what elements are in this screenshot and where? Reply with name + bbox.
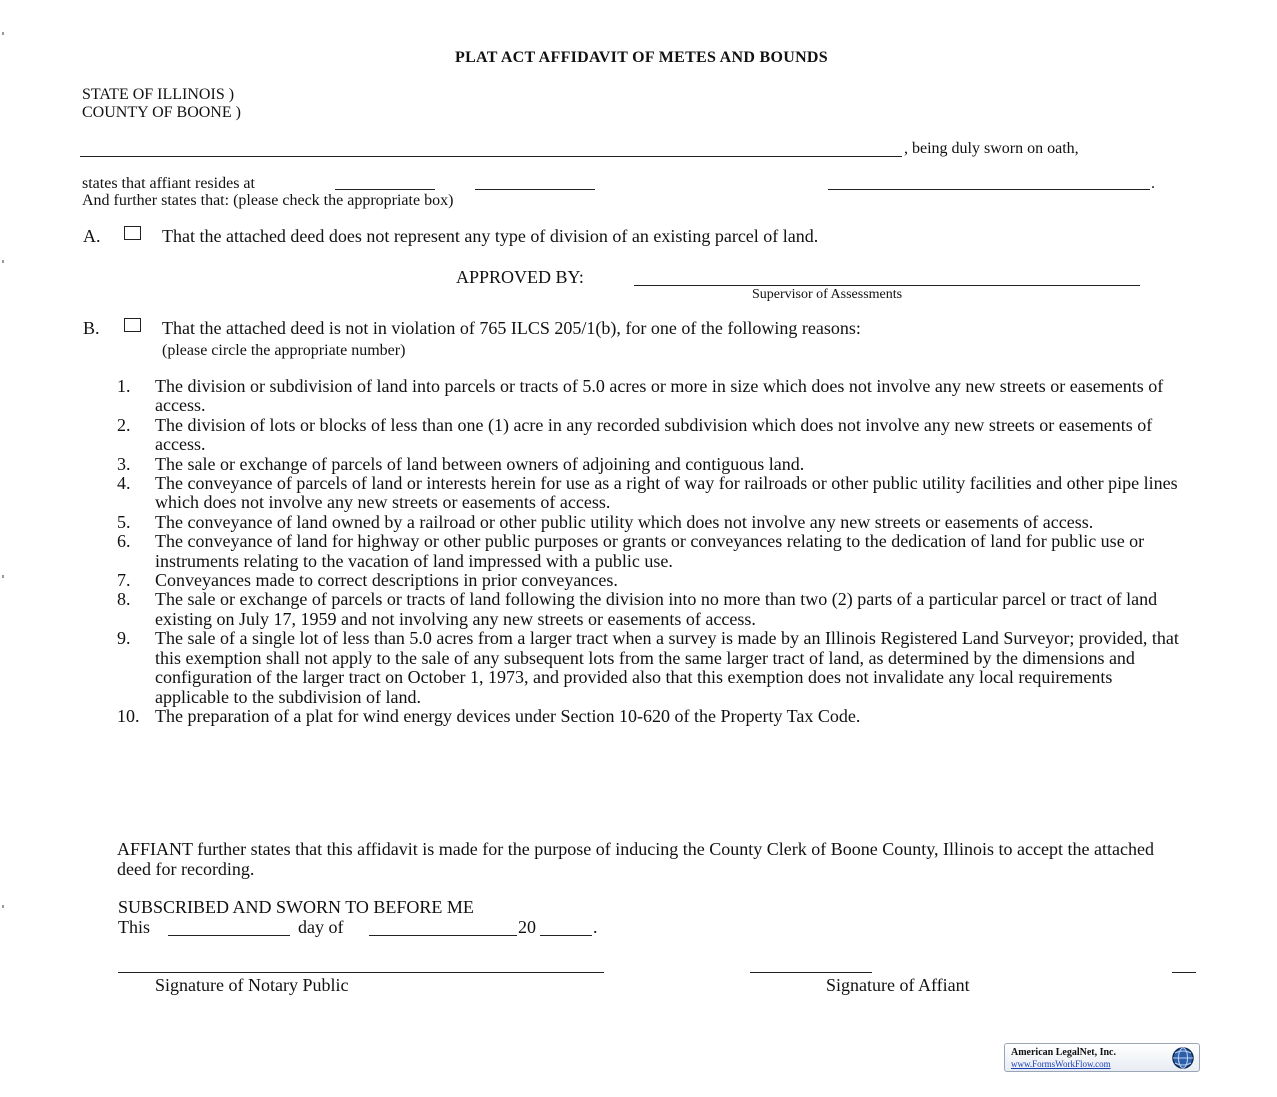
- affiant-signature-field-end: [1172, 972, 1196, 973]
- notary-signature-field[interactable]: [118, 972, 604, 973]
- reason-text: Conveyances made to correct descriptions in prior conveyances.: [155, 570, 618, 591]
- scan-mark: [2, 575, 4, 578]
- residence-field-part[interactable]: [828, 189, 1150, 190]
- month-field[interactable]: [369, 935, 517, 936]
- approver-signature-field[interactable]: [634, 285, 1140, 286]
- this-word: This: [118, 917, 151, 937]
- reason-text: The division or subdivision of land into parcels or tracts of 5.0 acres or more in size which does not involve any new streets or easements of access.: [155, 376, 1164, 416]
- reason-number: 9.: [117, 628, 131, 649]
- resides-end: .: [1151, 175, 1155, 192]
- reason-item[interactable]: [117, 513, 1187, 532]
- option-a-text: That the attached deed does not represent any type of division of an existing parcel of land.: [162, 226, 819, 246]
- resides-text: states that affiant resides at: [82, 175, 255, 192]
- reason-number: 2.: [117, 414, 131, 435]
- reason-item[interactable]: [117, 474, 1187, 513]
- logo-url-link[interactable]: www.FormsWorkFlow.com: [1011, 1059, 1111, 1069]
- residence-field-part[interactable]: [335, 189, 435, 190]
- affiant-statement: AFFIANT further states that this affidavit is made for the purpose of inducing the County Clerk of Boone County, Illinois to accept the attached deed for recording.: [117, 839, 1154, 879]
- option-b-checkbox[interactable]: [124, 318, 141, 332]
- reason-text: The conveyance of land owned by a railroad or other public utility which does not involve any new streets or easements of access.: [155, 511, 1094, 532]
- date-period: .: [593, 917, 598, 937]
- year-prefix: 20: [518, 917, 536, 937]
- reason-text: The sale or exchange of parcels of land between owners of adjoining and contiguous land.: [155, 453, 805, 474]
- reason-item[interactable]: [117, 455, 1187, 474]
- approved-by-label: APPROVED BY:: [456, 267, 584, 287]
- reason-text: The preparation of a plat for wind energy devices under Section 10-620 of the Property Tax Code.: [155, 705, 861, 726]
- affiant-caption: Signature of Affiant: [826, 975, 970, 995]
- reason-number: 10.: [117, 705, 140, 726]
- reason-number: 5.: [117, 511, 131, 532]
- document-title: PLAT ACT AFFIDAVIT OF METES AND BOUNDS: [455, 49, 828, 66]
- approver-caption: Supervisor of Assessments: [752, 287, 903, 302]
- year-field[interactable]: [540, 935, 592, 936]
- reason-text: The sale or exchange of parcels or tracts of land following the division into no more than two (2) parts of a particular parcel or tract of land existing on July 17, 1959 and not involving any new streets or easements of access.: [155, 589, 1158, 629]
- sworn-text: , being duly sworn on oath,: [904, 140, 1079, 157]
- day-of-text: day of: [298, 917, 344, 937]
- reason-number: 6.: [117, 531, 131, 552]
- scan-mark: [2, 32, 4, 35]
- logo-brand: American LegalNet, Inc.: [1011, 1047, 1116, 1058]
- reason-text: The conveyance of land for highway or other public purposes or grants or conveyances relating to the dedication of land for public use or instruments relating to the vacation of land impressed with a public use.: [155, 531, 1145, 571]
- affiant-signature-field[interactable]: [750, 972, 872, 973]
- reason-number: 1.: [117, 376, 131, 396]
- reason-item[interactable]: [117, 629, 1187, 707]
- option-a-letter: A.: [83, 226, 101, 246]
- reason-item[interactable]: [117, 590, 1187, 629]
- affiant-name-field[interactable]: [80, 156, 902, 157]
- reason-item[interactable]: [117, 532, 1187, 571]
- option-b-text: That the attached deed is not in violation of 765 ILCS 205/1(b), for one of the following reasons:: [162, 318, 861, 338]
- reason-number: 7.: [117, 570, 131, 591]
- day-field[interactable]: [168, 935, 290, 936]
- scan-mark: [2, 905, 4, 908]
- state-line: STATE OF ILLINOIS ): [82, 86, 235, 103]
- option-b-note: (please circle the appropriate number): [162, 342, 406, 359]
- option-b-letter: B.: [83, 318, 100, 338]
- county-line: COUNTY OF BOONE ): [82, 104, 241, 121]
- reason-text: The division of lots or blocks of less than one (1) acre in any recorded subdivision which does not involve any new streets or easements of access.: [155, 414, 1153, 455]
- reason-text: The sale of a single lot of less than 5.0 acres from a larger tract when a survey is made by an Illinois Registered Land Surveyor; provided, that this exemption shall not apply to the sale of any subsequent lots from the same larger tract of land, as determined by the dimensions and configuration of the larger tract on October 1, 1973, and provided also that this exemption does not invalidate any local requirements applicable to the subdivision of land.: [155, 628, 1179, 707]
- reason-number: 3.: [117, 453, 131, 474]
- scan-mark: [2, 260, 4, 263]
- reason-item[interactable]: [117, 377, 1187, 416]
- reason-number: 4.: [117, 473, 131, 494]
- further-states: And further states that: (please check the appropriate box): [82, 192, 454, 209]
- reasons-list: [117, 377, 1187, 726]
- reason-text: The conveyance of parcels of land or interests herein for use as a right of way for railroads or other public utility facilities and other pipe lines which does not involve any new streets or easements of access.: [155, 473, 1178, 513]
- residence-field-part[interactable]: [475, 189, 595, 190]
- globe-icon: [1171, 1046, 1195, 1070]
- legalnet-logo[interactable]: [1004, 1043, 1200, 1072]
- reason-item[interactable]: [117, 707, 1187, 726]
- subscribed-heading: SUBSCRIBED AND SWORN TO BEFORE ME: [118, 897, 474, 917]
- reason-item[interactable]: [117, 416, 1187, 455]
- reason-number: 8.: [117, 589, 131, 610]
- option-a-checkbox[interactable]: [124, 226, 141, 240]
- reason-item[interactable]: [117, 571, 1187, 590]
- notary-caption: Signature of Notary Public: [155, 975, 349, 995]
